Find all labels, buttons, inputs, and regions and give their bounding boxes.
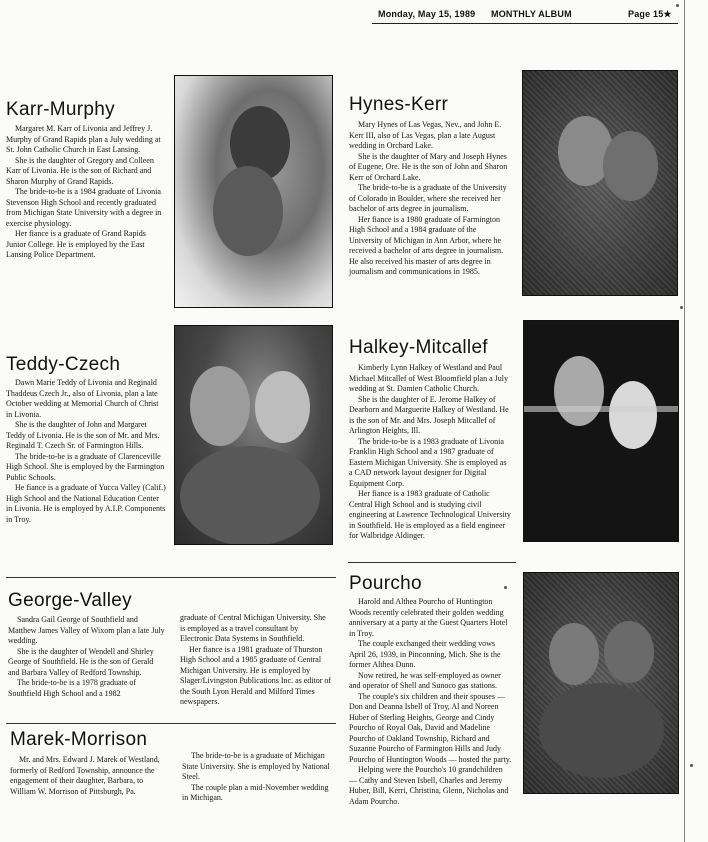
pourcho-p3: Now retired, he was self-employed as owner and operator of Shell and Sunoco gas stations. xyxy=(349,670,501,690)
george-valley-p1: Sandra Gail George of Southfield and Matthew James Valley of Wixom plan a late July wedding. xyxy=(8,615,165,645)
teddy-czech-p2: She is the daughter of John and Margaret Teddy of Livonia. He is the son of Mr. and Mrs. Reginald T. Czech Sr. of Farmington Hills. xyxy=(6,420,160,450)
george-valley-p4: graduate of Central Michigan University. She is employed as a travel consultant by Electronic Data Systems in Southfield. xyxy=(180,613,326,643)
teddy-czech-photo xyxy=(174,325,333,545)
hynes-kerr-title: Hynes-Kerr xyxy=(349,94,449,115)
section-rule xyxy=(6,723,336,724)
teddy-czech-text xyxy=(6,378,166,525)
pourcho-p1: Harold and Althea Pourcho of Huntington Woods recently celebrated their golden wedding anniversary at a party at the Guest Quarters Hotel in Troy. xyxy=(349,597,508,638)
photo-face xyxy=(180,446,320,545)
page-number: Page 15★ xyxy=(628,9,672,19)
karr-murphy-p2: She is the daughter of Gregory and Colleen Karr of Livonia. He is the son of Richard and Sharon Murphy of Grand Rapids. xyxy=(6,155,154,186)
section-name: MONTHLY ALBUM xyxy=(491,9,572,19)
karr-murphy-title: Karr-Murphy xyxy=(6,99,115,120)
issue-date: Monday, May 15, 1989 xyxy=(378,9,476,19)
scan-speck xyxy=(504,586,507,589)
hynes-kerr-p3: The bride-to-be is a graduate of the University of Colorado in Boulder, where she received her bachelor of arts degree in journalism. xyxy=(349,183,507,213)
karr-murphy-p4: Her fiance is a graduate of Grand Rapids Junior College. He is employed by the East Lansing Police Department. xyxy=(6,229,146,259)
george-valley-p3: The bride-to-be is a 1978 graduate of Southfield High School and a 1982 xyxy=(8,678,137,698)
halkey-mitcallef-photo xyxy=(523,320,679,542)
photo-face xyxy=(190,366,250,446)
teddy-czech-p4: He fiance is a graduate of Yucca Valley (Calif.) High School and the National Education Center in Livonia. He is employed by A.I.P. Components in Troy. xyxy=(6,483,166,524)
photo-face xyxy=(255,371,310,443)
halkey-mitcallef-p1: Kimberly Lynn Halkey of Westland and Paul Michael Mitcallef of West Bloomfield plan a July wedding at St. Damien Catholic Church. xyxy=(349,363,508,393)
photo-face xyxy=(554,356,604,426)
photo-face xyxy=(549,623,599,685)
header-rule xyxy=(372,23,678,24)
photo-face xyxy=(603,131,658,201)
marek-morrison-p1: Mr. and Mrs. Edward J. Marek of Westland, formerly of Redford Township, announce the engagement of their daughter, Barbara, to William W. Morrison of Pittsburgh, Pa. xyxy=(10,755,160,796)
marek-morrison-title: Marek-Morrison xyxy=(10,729,148,750)
halkey-mitcallef-text xyxy=(349,363,511,542)
hynes-kerr-p2: She is the daughter of Mary and Joseph Hynes of Eugene, Ore. He is the son of John and Sharon Kerr of Orchard Lake. xyxy=(349,151,508,182)
pourcho-text xyxy=(349,597,512,807)
marek-morrison-p3: The couple plan a mid-November wedding in Michigan. xyxy=(182,782,329,802)
george-valley-p2: She is the daughter of Wendell and Shirley George of Southfield. He is the son of Gerald and Barbara Valley of Redford Township. xyxy=(8,646,154,677)
george-valley-col1 xyxy=(8,615,166,699)
photo-scan-band xyxy=(524,406,678,412)
hynes-kerr-text xyxy=(349,120,509,278)
marek-morrison-col2 xyxy=(182,751,332,804)
george-valley-title: George-Valley xyxy=(8,590,132,611)
hynes-kerr-p1: Mary Hynes of Las Vegas, Nev., and John E. Kerr III, also of Las Vegas, plan a late August wedding in Orchard Lake. xyxy=(349,120,502,150)
halkey-mitcallef-p3: The bride-to-be is a 1983 graduate of Livonia Franklin High School and a 1987 graduate of Eastern Michigan University. She is employed as a CAD network layout designer for Digital Equipment Corp. xyxy=(349,436,507,488)
hynes-kerr-photo xyxy=(522,70,678,296)
photo-face xyxy=(539,683,664,778)
photo-face xyxy=(213,166,283,256)
scan-speck xyxy=(690,764,693,767)
section-rule xyxy=(348,562,516,563)
george-valley-p5: Her fiance is a 1981 graduate of Thurston High School and a 1985 graduate of Central Michigan University. He is employed by Slager/Livingston Publications Inc. as editor of the South Lyon Herald and Milford Times newspapers. xyxy=(180,644,332,706)
pourcho-photo xyxy=(523,572,679,794)
halkey-mitcallef-title: Halkey-Mitcallef xyxy=(349,337,488,358)
photo-face xyxy=(609,381,657,449)
karr-murphy-p3: The bride-to-be is a 1984 graduate of Livonia Stevenson High School and recently graduated from Michigan State University with a degree in exercise physiology. xyxy=(6,187,162,228)
marek-morrison-col1 xyxy=(10,755,168,797)
teddy-czech-p1: Dawn Marie Teddy of Livonia and Reginald Thaddeus Czech Jr., also of Livonia, plan a late October wedding at Memorial Church of Christ in Livonia. xyxy=(6,378,159,419)
teddy-czech-title: Teddy-Czech xyxy=(6,354,121,375)
section-rule xyxy=(6,577,336,578)
pourcho-p4: The couple's six children and their spouses — Don and Deanna Isbell of Troy, Al and Noreen Huber of Sterling Heights, George and Cindy Pourcho of Royal Oak, David and Madeline Pourcho of Oakland Township, Richard and Suzanne Pourcho of Farmington Hills and Judy Pourcho of Huntington Woods — hosted the party. xyxy=(349,691,512,764)
pourcho-p5: Helping were the Pourcho's 10 grandchildren — Cathy and Steven Isbell, Charles and Jeremy Huber, Bill, Kerri, Christina, Glenn, Nicholas and Adam Pourcho. xyxy=(349,765,509,806)
george-valley-col2 xyxy=(180,613,332,708)
scan-speck xyxy=(676,4,679,7)
halkey-mitcallef-p2: She is the daughter of E. Jerome Halkey of Dearborn and Marguerite Halkey of Westland. He is the son of Mr. and Mrs. Joseph Mitcallef of Arlington Heights, Ill. xyxy=(349,394,509,435)
scan-speck xyxy=(680,306,683,309)
teddy-czech-p3: The bride-to-be is a graduate of Clarenceville High School. She is employed by the Farmington Public Schools. xyxy=(6,451,165,482)
hynes-kerr-p4: Her fiance is a 1980 graduate of Farmington High School and a 1984 graduate of the University of Michigan in Ann Arbor, where he received a bachelor of arts degree in journalism. He also received his master of arts degree in journalism and communications in 1985. xyxy=(349,214,504,276)
page-edge-rule xyxy=(684,0,685,842)
karr-murphy-photo xyxy=(174,75,333,308)
pourcho-p2: The couple exchanged their wedding vows April 26, 1939, in Pinconning, Mich. She is the former Althea Dunn. xyxy=(349,639,501,669)
karr-murphy-text xyxy=(6,124,164,261)
pourcho-title: Pourcho xyxy=(349,573,422,594)
marek-morrison-p2: The bride-to-be is a graduate of Michigan State University. She is employed by National Steel. xyxy=(182,751,330,781)
karr-murphy-p1: Margaret M. Karr of Livonia and Jeffrey J. Murphy of Grand Rapids plan a July wedding at St. John Catholic Church in East Lansing. xyxy=(6,124,161,154)
photo-face xyxy=(604,621,654,683)
halkey-mitcallef-p4: Her fiance is a 1983 graduate of Catholic Central High School and is studying civil engineering at Lawrence Technological University in Southfield. He is employed as a field engineer for Walbridge Aldinger. xyxy=(349,489,511,540)
